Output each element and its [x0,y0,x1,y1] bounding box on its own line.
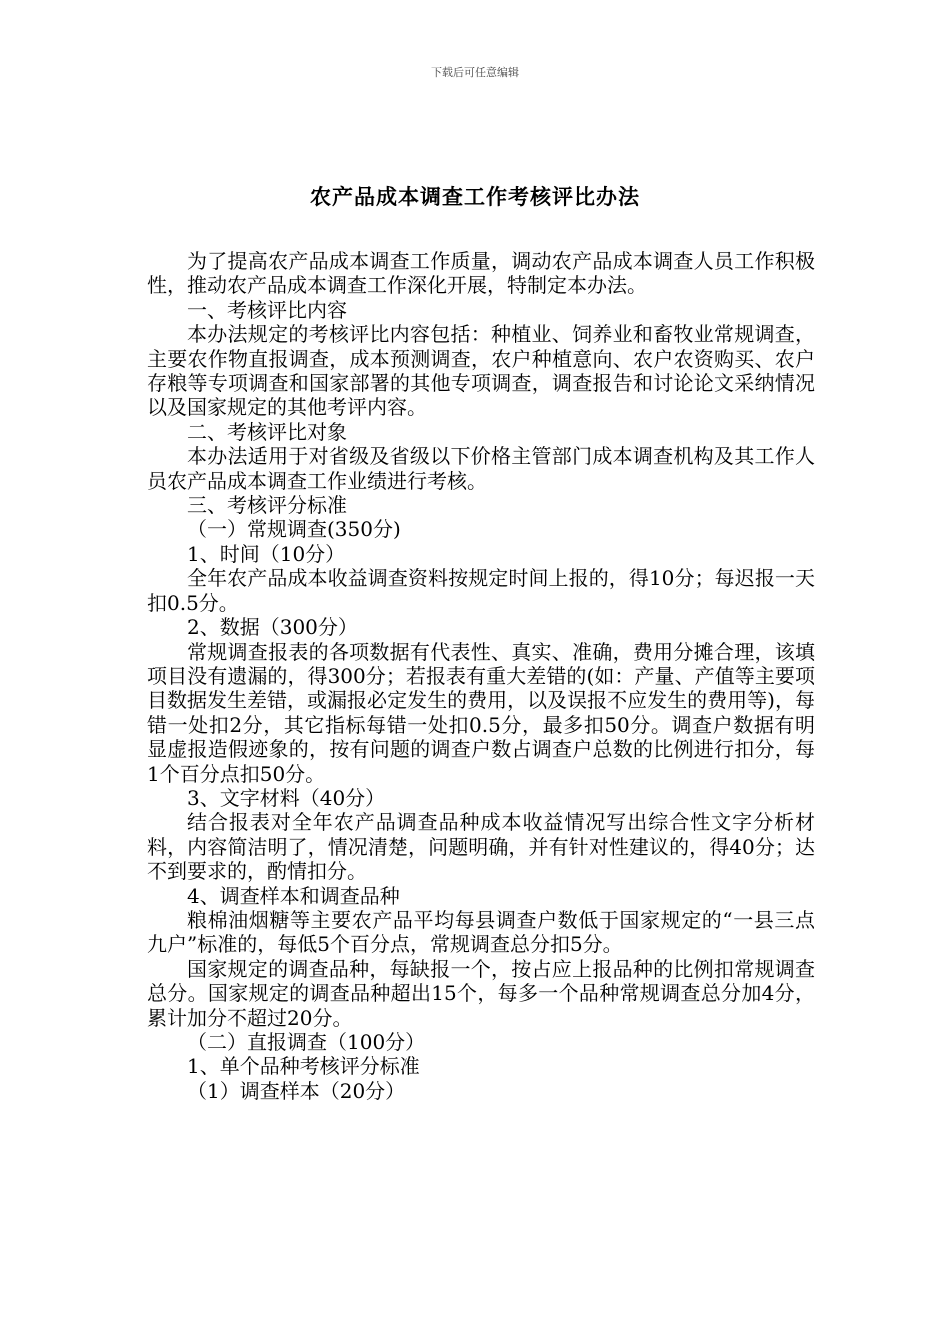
document-body [147,249,815,1103]
paragraph: 结合报表对全年农产品调查品种成本收益情况写出综合性文字分析材料，内容简洁明了，情况清楚，问题明确，并有针对性建议的，得40分；达不到要求的，酌情扣分。 [147,810,815,884]
paragraph: 全年农产品成本收益调查资料按规定时间上报的，得10分；每迟报一天扣0.5分。 [147,566,815,615]
paragraph: 本办法规定的考核评比内容包括：种植业、饲养业和畜牧业常规调查，主要农作物直报调查，成本预测调查，农户种植意向、农户农资购买、农户存粮等专项调查和国家部署的其他专项调查，调查报告和讨论论文采纳情况以及国家规定的其他考评内容。 [147,322,815,420]
paragraph: 常规调查报表的各项数据有代表性、真实、准确，费用分摊合理，该填项目没有遗漏的，得300分；若报表有重大差错的(如：产量、产值等主要项目数据发生差错，或漏报必定发生的费用，以及误报不应发生的费用等)，每错一处扣2分，其它指标每错一处扣0.5分，最多扣50分。调查户数据有明显虚报造假迹象的，按有问题的调查户数占调查户总数的比例进行扣分，每1个百分点扣50分。 [147,639,815,786]
paragraph: 粮棉油烟糖等主要农产品平均每县调查户数低于国家规定的“一县三点九户”标准的，每低5个百分点，常规调查总分扣5分。 [147,907,815,957]
item-heading: 2、数据（300分） [187,615,358,640]
document-title: 农产品成本调查工作考核评比办法 [310,184,640,209]
subsection-heading: （一）常规调查(350分) [187,517,401,542]
section-heading: 二、考核评比对象 [187,419,347,444]
header-note: 下载后可任意编辑 [431,66,519,79]
section-heading: 一、考核评比内容 [187,297,347,322]
paragraph: 为了提高农产品成本调查工作质量，调动农产品成本调查人员工作积极性，推动农产品成本调查工作深化开展，特制定本办法。 [147,249,815,298]
item-heading: 3、文字材料（40分） [187,785,386,810]
paragraph: 本办法适用于对省级及省级以下价格主管部门成本调查机构及其工作人员农产品成本调查工作业绩进行考核。 [147,444,815,493]
item-heading: 1、单个品种考核评分标准 [187,1054,420,1079]
item-heading: （1）调查样本（20分） [187,1078,406,1103]
subsection-heading: （二）直报调查（100分） [187,1030,426,1054]
paragraph: 国家规定的调查品种，每缺报一个，按占应上报品种的比例扣常规调查总分。国家规定的调查品种超出15个，每多一个品种常规调查总分加4分，累计加分不超过20分。 [147,956,815,1030]
item-heading: 4、调查样本和调查品种 [187,883,400,908]
section-heading: 三、考核评分标准 [187,493,347,518]
item-heading: 1、时间（10分） [187,541,346,566]
